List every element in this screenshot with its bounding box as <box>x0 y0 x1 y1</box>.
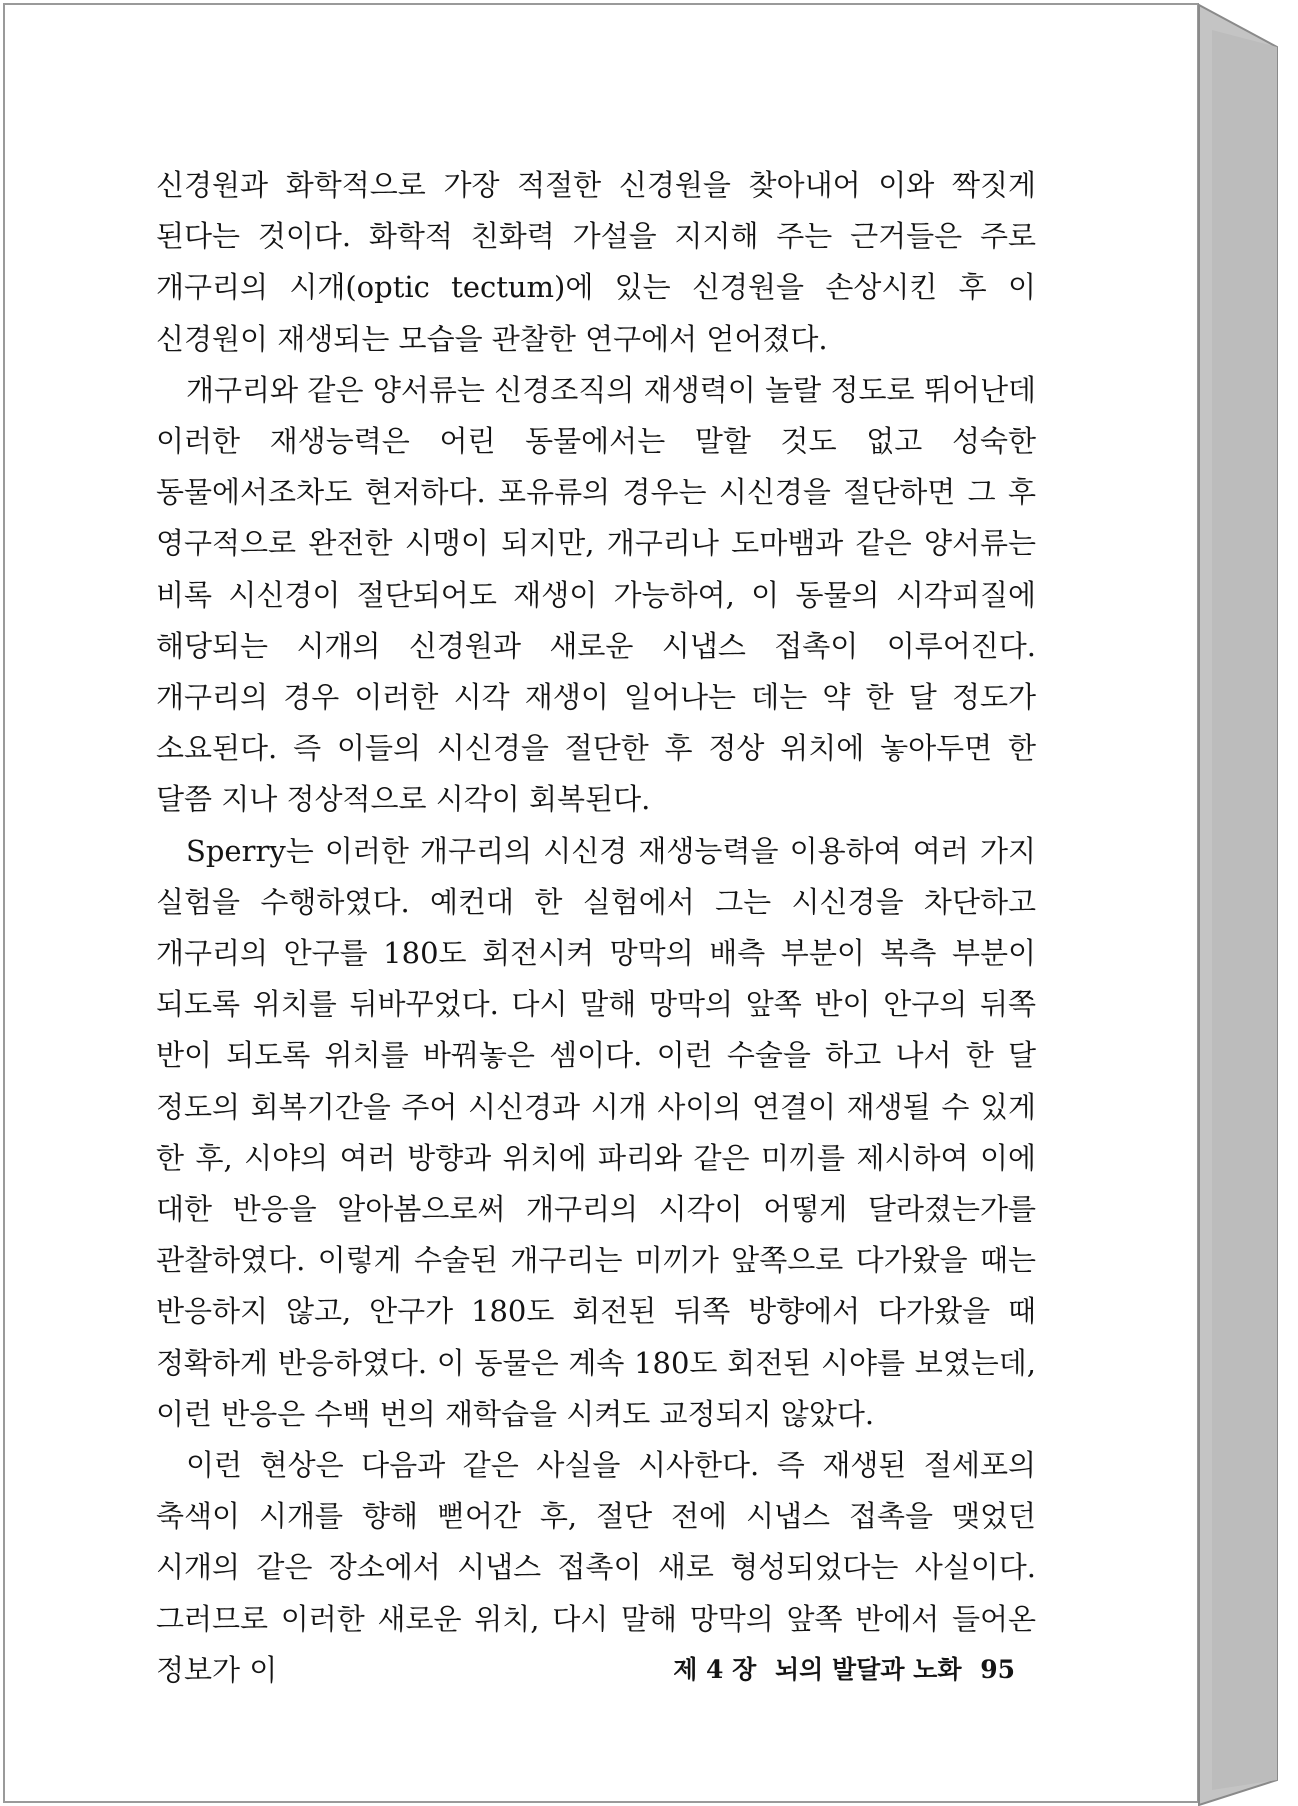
paragraph: 신경원과 화학적으로 가장 적절한 신경원을 찾아내어 이와 짝짓게 된다는 것이다. 화학적 친화력 가설을 지지해 주는 근거들은 주로 개구리의 시개(optic tectum)에 있는 신경원을 손상시킨 후 이 신경원이 재생되는 모습을 관찰한 연구에서 얻어졌다. <box>156 168 1036 356</box>
page-number: 95 <box>980 1655 1015 1684</box>
chapter-number: 제 4 장 <box>673 1655 757 1684</box>
paragraph: Sperry는 이러한 개구리의 시신경 재생능력을 이용하여 여러 가지 실험을 수행하였다. 예컨대 한 실험에서 그는 시신경을 차단하고 개구리의 안구를 180도 회전시켜 망막의 배측 부분이 복측 부분이 되도록 위치를 뒤바꾸었다. 다시 말해 망막의 앞쪽 반이 안구의 뒤쪽 반이 되도록 위치를 바꿔놓은 셈이다. 이런 수술을 하고 나서 한 달 정도의 회복기간을 주어 시신경과 시개 사이의 연결이 재생될 수 있게 한 후, 시야의 여러 방향과 위치에 파리와 같은 미끼를 제시하여 이에 대한 반응을 알아봄으로써 개구리의 시각이 어떻게 달라졌는가를 관찰하였다. 이렇게 수술된 개구리는 미끼가 앞쪽으로 다가왔을 때는 반응하지 않고, 안구가 180도 회전된 뒤쪽 방향에서 다가왔을 때 정확하게 반응하였다. 이 동물은 계속 180도 회전된 시야를 보였는데, 이런 반응은 수백 번의 재학습을 시켜도 교정되지 않았다. <box>156 833 1036 1431</box>
page-footer <box>640 1650 1015 1686</box>
paragraph: 이런 현상은 다음과 같은 사실을 시사한다. 즉 재생된 절세포의 축색이 시개를 향해 뻗어간 후, 절단 전에 시냅스 접촉을 맺었던 시개의 같은 장소에서 시냅스 접촉이 새로 형성되었다는 사실이다. 그러므로 이러한 새로운 위치, 다시 말해 망막의 앞쪽 반에서 들어온 정보가 이 <box>156 1448 1036 1687</box>
body-text <box>156 160 1036 1696</box>
paragraph: 개구리와 같은 양서류는 신경조직의 재생력이 놀랄 정도로 뛰어난데 이러한 재생능력은 어린 동물에서는 말할 것도 없고 성숙한 동물에서조차도 현저하다. 포유류의 경우는 시신경을 절단하면 그 후 영구적으로 완전한 시맹이 되지만, 개구리나 도마뱀과 같은 양서류는 비록 시신경이 절단되어도 재생이 가능하여, 이 동물의 시각피질에 해당되는 시개의 신경원과 새로운 시냅스 접촉이 이루어진다. 개구리의 경우 이러한 시각 재생이 일어나는 데는 약 한 달 정도가 소요된다. 즉 이들의 시신경을 절단한 후 정상 위치에 놓아두면 한 달쯤 지나 정상적으로 시각이 회복된다. <box>156 372 1036 817</box>
chapter-title: 뇌의 발달과 노화 <box>775 1655 962 1684</box>
